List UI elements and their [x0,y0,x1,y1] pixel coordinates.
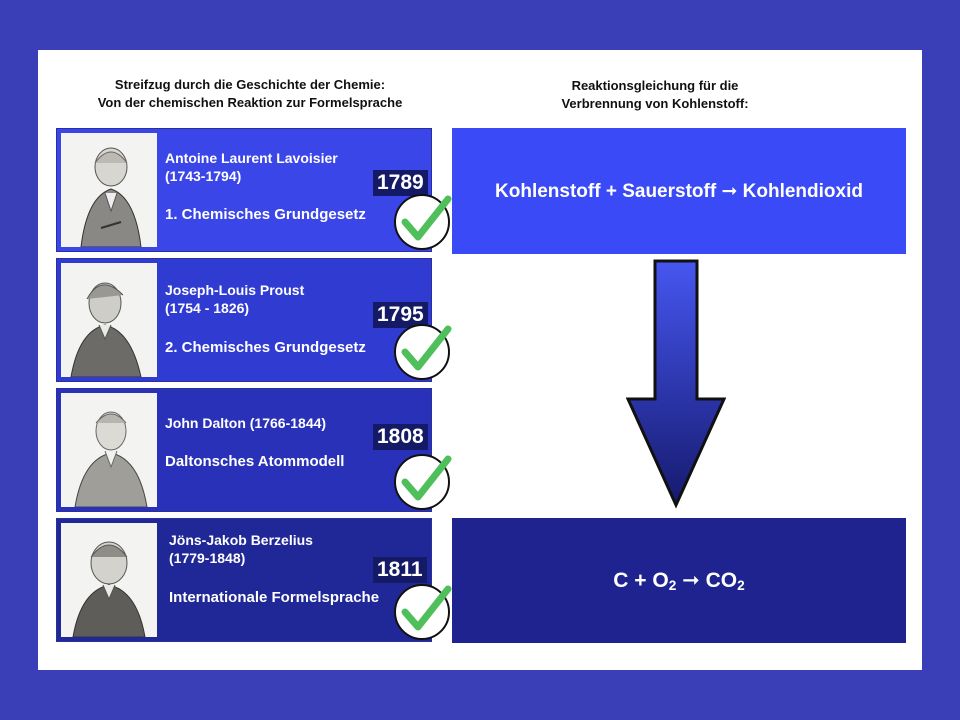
right-header-line1: Reaktionsgleichung für die [571,78,739,93]
formula-equation-box [452,518,906,643]
year-badge: 1811 [373,557,427,583]
portrait-lavoisier [61,133,157,247]
card-name: Jöns-Jakob Berzelius [169,532,313,548]
formula-reactant2: O [652,569,669,592]
card-name: John Dalton (1766-1844) [165,415,327,431]
card-dates: (1779-1848) [169,550,246,566]
right-header-line2: Verbrennung von Kohlenstoff: [561,96,749,111]
card-law: 2. Chemisches Grundgesetz [165,339,366,356]
check-icon [392,192,452,252]
card-name: Antoine Laurent Lavoisier [165,150,338,166]
card-dates: (1743-1794) [165,168,242,184]
card-law: Daltonsches Atommodell [165,453,345,470]
word-equation-box [452,128,906,254]
year-badge: 1795 [373,302,428,328]
left-header-line2: Von der chemischen Reaktion zur Formelsprache [97,95,403,110]
left-header [60,76,440,112]
left-header-line1: Streifzug durch die Geschichte der Chemie: [114,77,386,92]
card-law: Internationale Formelsprache [169,589,380,606]
portrait-berzelius [61,523,157,637]
formula-arrow: ➞ [682,569,700,592]
down-arrow-icon [626,259,726,509]
card-dalton [56,388,432,512]
card-dates: (1754 - 1826) [165,300,250,316]
formula-plus: + [634,569,647,592]
check-icon [392,582,452,642]
formula-reactant2-sub: 2 [668,578,677,594]
year-badge: 1789 [373,170,428,196]
card-name: Joseph-Louis Proust [165,282,305,298]
formula-equation [613,568,744,593]
portrait-proust [61,263,157,377]
card-law: 1. Chemisches Grundgesetz [165,206,366,223]
formula-product-sub: 2 [737,578,745,594]
check-icon [392,322,452,382]
word-equation: Kohlenstoff + Sauerstoff ➞ Kohlendioxid [495,180,863,202]
year-badge: 1808 [373,424,428,450]
formula-reactant1: C [613,569,629,592]
check-icon [392,452,452,512]
right-header [505,77,805,113]
formula-product: CO [705,569,738,592]
portrait-dalton [61,393,157,507]
